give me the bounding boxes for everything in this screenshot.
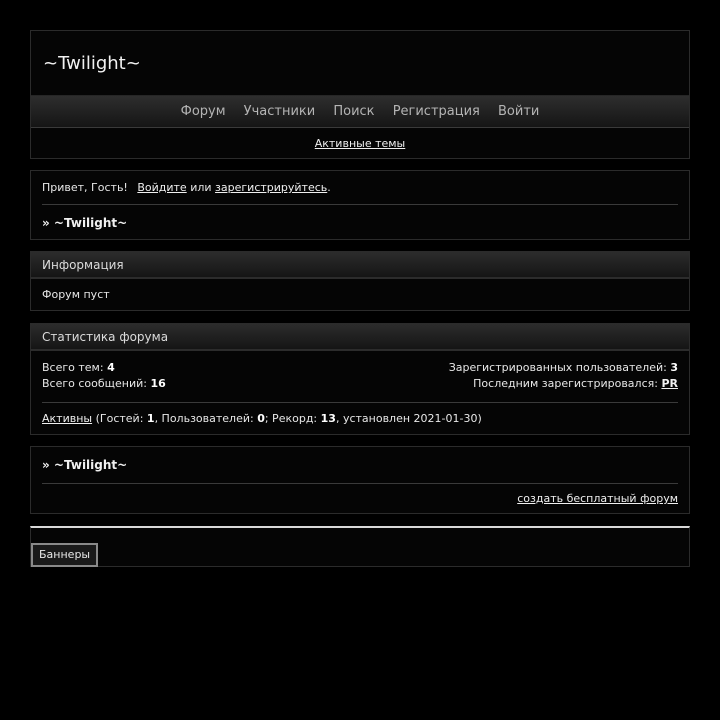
registered-users: Зарегистрированных пользователей: 3	[448, 361, 678, 374]
login-link[interactable]: Войдите	[137, 181, 187, 194]
active-users-link[interactable]: Активны	[42, 412, 93, 425]
footer-box	[30, 446, 690, 514]
forum-header	[30, 30, 690, 159]
stats-title: Статистика форума	[31, 324, 689, 351]
stats-rows	[42, 351, 678, 403]
banners-button[interactable]: Баннеры	[31, 543, 98, 567]
nav-forum[interactable]: Форум	[180, 104, 226, 119]
breadcrumb: » ~Twilight~	[42, 216, 128, 230]
period-text: .	[327, 181, 331, 194]
nav-search[interactable]: Поиск	[333, 104, 375, 119]
total-posts: Всего сообщений: 16	[42, 377, 166, 390]
last-user-link[interactable]: PR	[661, 377, 678, 390]
active-users-line: Активны (Гостей: 1, Пользователей: 0; Рекорд: 13, установлен 2021-01-30)	[42, 412, 482, 425]
footer-breadcrumb: » ~Twilight~	[42, 447, 678, 484]
banners-box	[30, 526, 690, 567]
info-panel	[30, 251, 690, 311]
info-title: Информация	[31, 252, 689, 279]
welcome-box	[30, 170, 690, 240]
nav-register[interactable]: Регистрация	[392, 104, 480, 119]
main-nav	[31, 95, 689, 128]
register-link[interactable]: зарегистрируйтесь	[215, 181, 328, 194]
stats-panel	[30, 323, 690, 435]
last-registered: Последним зарегистрировался: PR	[473, 377, 678, 390]
nav-members[interactable]: Участники	[243, 104, 316, 119]
create-forum-link[interactable]: создать бесплатный форум	[517, 492, 678, 505]
nav-login[interactable]: Войти	[498, 104, 540, 119]
info-text: Форум пуст	[42, 288, 110, 301]
active-topics-link[interactable]: Активные темы	[314, 137, 406, 150]
total-topics: Всего тем: 4	[42, 361, 115, 374]
greeting-text: Привет, Гость!	[42, 181, 128, 194]
welcome-line	[42, 171, 678, 205]
forum-title: ~Twilight~	[43, 53, 141, 74]
page	[30, 30, 690, 567]
active-topics-bar	[31, 128, 689, 159]
or-text: или	[190, 181, 212, 194]
